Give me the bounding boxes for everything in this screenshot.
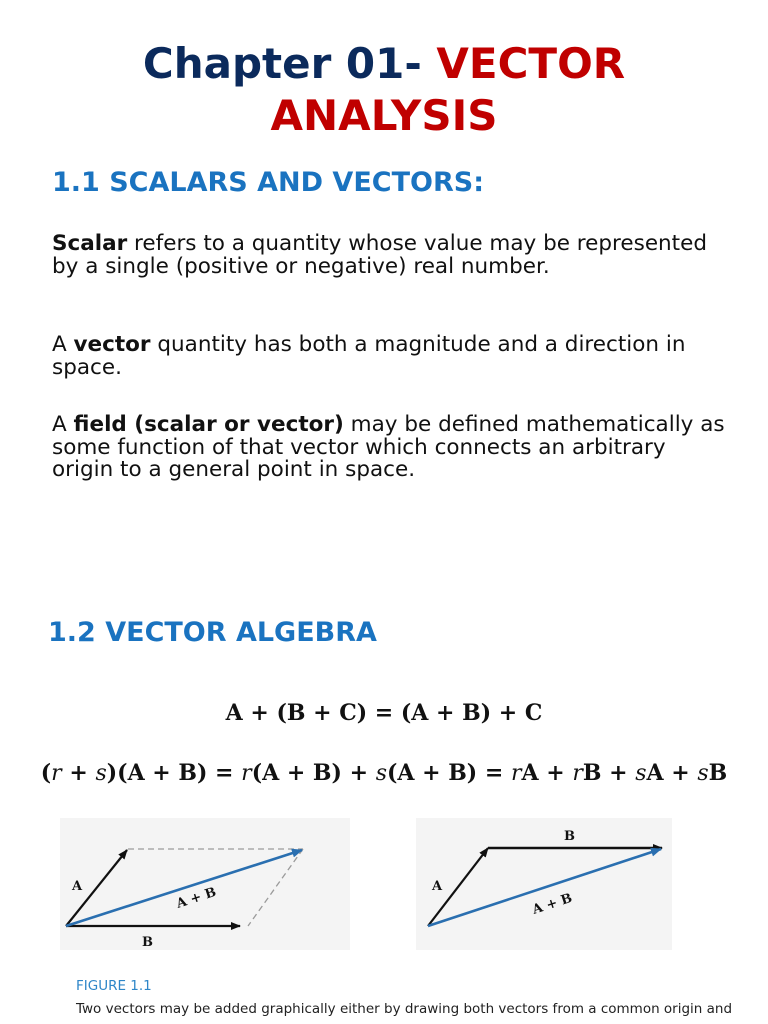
eq-part: B	[708, 760, 728, 786]
vector-sum-arrow	[66, 850, 302, 926]
eq-part: B +	[582, 760, 636, 786]
eq-part: A +	[521, 760, 573, 786]
vector-a-label: A	[432, 879, 443, 894]
eq-part: (	[40, 760, 52, 786]
vector-a-label: A	[72, 879, 83, 894]
title-accent-line1: VECTOR	[436, 39, 626, 88]
eq-scalar-s: s	[635, 761, 647, 786]
paragraph-text: may be defined mathematically as some function of that vector which connects an arbitrary origin to a general point in space.	[52, 412, 725, 482]
eq-part: (A + B) =	[386, 760, 511, 786]
title-prefix: Chapter 01-	[142, 39, 437, 88]
title-accent-line2: ANALYSIS	[270, 91, 498, 140]
vector-sum-label: A + B	[530, 890, 575, 918]
paragraph-lead: A	[52, 412, 74, 437]
eq-part: A +	[646, 760, 698, 786]
paragraph-lead: A	[52, 332, 74, 357]
figure-caption-text: Two vectors may be added graphically either by drawing both vectors from a common origin and	[76, 1001, 733, 1017]
paragraph-scalar	[52, 233, 732, 278]
paragraph-vector	[52, 334, 732, 379]
term-scalar: Scalar	[52, 231, 128, 256]
term-field: field (scalar or vector)	[73, 412, 344, 437]
paragraph-text: refers to a quantity whose value may be represented by a single (positive or negative) real number.	[52, 231, 707, 279]
dashed-construction-line	[248, 849, 303, 926]
eq-scalar-r: r	[510, 761, 522, 786]
eq-scalar-r: r	[51, 761, 62, 786]
vector-triangle-diagram	[416, 818, 672, 950]
page-title	[0, 38, 768, 142]
vector-b-label: B	[564, 829, 575, 844]
section-heading-scalars-vectors: 1.1 SCALARS AND VECTORS:	[52, 167, 484, 198]
eq-scalar-s: s	[95, 761, 107, 786]
eq-part: (A + B) +	[251, 760, 376, 786]
section-heading-vector-algebra: 1.2 VECTOR ALGEBRA	[48, 617, 377, 648]
eq-part: +	[61, 760, 96, 786]
equation-distributive	[0, 760, 768, 786]
eq-scalar-r: r	[241, 761, 252, 786]
eq-scalar-s: s	[697, 761, 709, 786]
paragraph-field	[52, 414, 732, 482]
vector-sum-label: A + B	[174, 884, 219, 912]
vector-parallelogram-diagram	[60, 818, 350, 950]
figure-caption-label: FIGURE 1.1	[76, 978, 152, 994]
eq-scalar-s: s	[375, 761, 387, 786]
equation-associative: A + (B + C) = (A + B) + C	[225, 700, 543, 726]
eq-part: )(A + B) =	[106, 760, 242, 786]
term-vector: vector	[73, 332, 151, 357]
eq-scalar-r: r	[572, 761, 583, 786]
paragraph-text: quantity has both a magnitude and a direction in space.	[52, 332, 686, 380]
vector-b-label: B	[142, 935, 153, 950]
